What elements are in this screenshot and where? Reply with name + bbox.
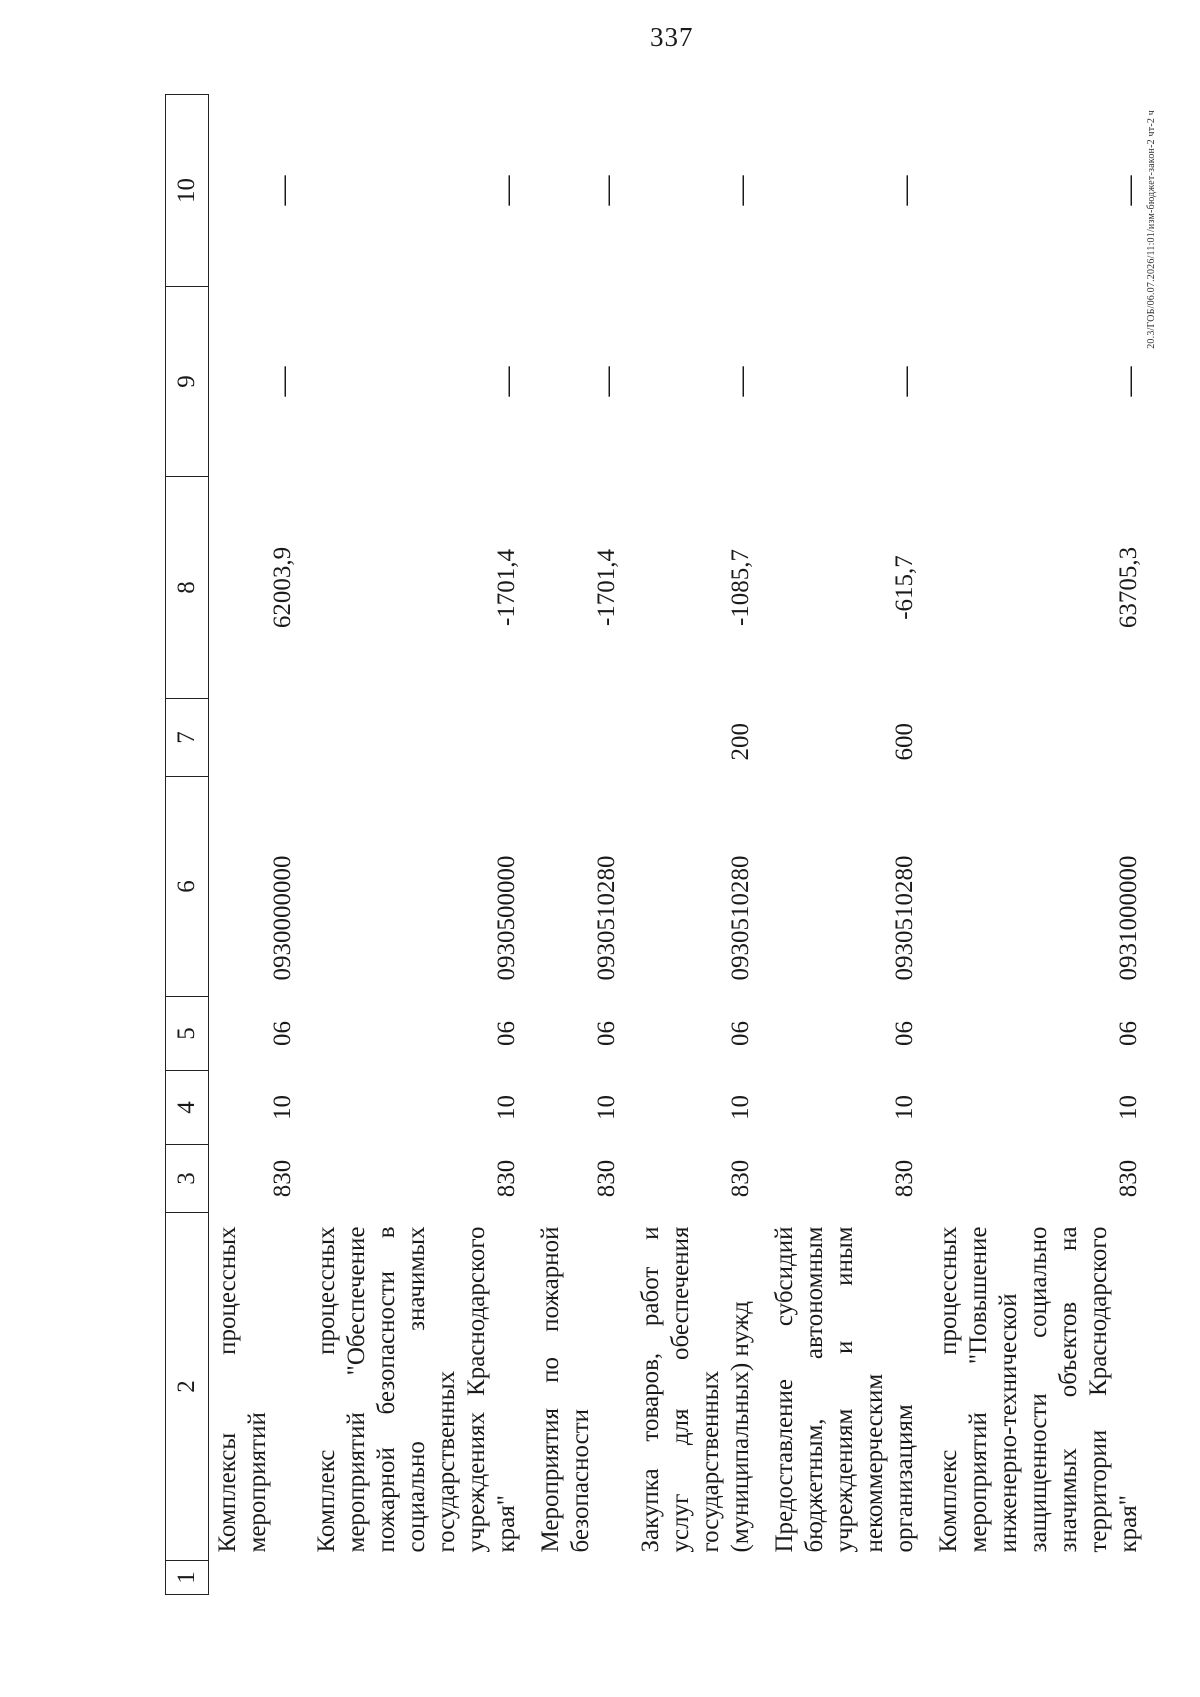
code-cell-6: 0930510280	[726, 855, 754, 981]
column-header: 10	[166, 95, 209, 287]
code-cell-6: 0930000000	[268, 855, 296, 981]
column-header: 1	[166, 1561, 209, 1595]
dash-cell-9: —	[589, 366, 623, 397]
table-row	[632, 95, 766, 1595]
amount-cell: -1701,4	[492, 548, 520, 627]
amount-cell: -1701,4	[592, 548, 620, 627]
item-name: Комплексы процессных мероприятий	[214, 1226, 271, 1553]
code-cell-5: 06	[726, 1021, 754, 1046]
code-cell-3: 830	[890, 1159, 918, 1198]
code-cell-6: 0930510280	[890, 855, 918, 981]
dash-cell-9: —	[723, 366, 757, 397]
table-row	[930, 95, 1154, 1595]
code-cell-4: 10	[726, 1095, 754, 1120]
code-cell-4: 10	[1114, 1095, 1142, 1120]
item-name: Предоставление субсидий бюджетным, автономным учреждениям и иным некоммерческим организациям	[770, 1226, 918, 1553]
column-header: 4	[166, 1071, 209, 1145]
code-cell-3: 830	[268, 1159, 296, 1198]
table-row	[209, 95, 308, 1595]
code-cell-1	[766, 1561, 930, 1595]
amount-cell: -615,7	[890, 555, 918, 620]
amount-cell: -1085,7	[726, 548, 754, 627]
budget-table	[165, 94, 1154, 1595]
code-cell-5: 06	[592, 1021, 620, 1046]
table-row	[532, 95, 632, 1595]
dash-cell-9: —	[489, 366, 523, 397]
column-header: 9	[166, 287, 209, 477]
code-cell-5: 06	[268, 1021, 296, 1046]
table-row	[766, 95, 930, 1595]
code-cell-4: 10	[890, 1095, 918, 1120]
column-header: 5	[166, 997, 209, 1071]
code-cell-3: 830	[592, 1159, 620, 1198]
column-header: 3	[166, 1145, 209, 1213]
code-cell-7: 200	[726, 723, 754, 761]
page-number: 337	[650, 22, 694, 52]
code-cell-3: 830	[726, 1159, 754, 1198]
column-header: 6	[166, 777, 209, 997]
dash-cell-10: —	[887, 175, 921, 206]
dash-cell-10: —	[489, 175, 523, 206]
dash-cell-9: —	[887, 366, 921, 397]
dash-cell-9: —	[265, 366, 299, 397]
item-name: Закупка товаров, работ и услуг для обеспечения государственных (муниципальных) нужд	[636, 1226, 754, 1553]
table-header-row	[166, 95, 209, 1595]
code-cell-5: 06	[1114, 1021, 1142, 1046]
code-cell-7: 600	[890, 723, 918, 761]
code-cell-7	[209, 699, 308, 777]
column-header: 7	[166, 699, 209, 777]
code-cell-6: 0930510280	[592, 855, 620, 981]
code-cell-3: 830	[1114, 1159, 1142, 1198]
dash-cell-9: —	[1111, 366, 1145, 397]
rotated-page-content	[165, 95, 1145, 1595]
code-cell-7	[308, 699, 532, 777]
column-header: 2	[166, 1213, 209, 1561]
dash-cell-10: —	[265, 175, 299, 206]
dash-cell-10: —	[589, 175, 623, 206]
dash-cell-10: —	[1111, 175, 1145, 206]
code-cell-7	[532, 699, 632, 777]
code-cell-1	[209, 1561, 308, 1595]
code-cell-4: 10	[492, 1095, 520, 1120]
document-footer-code: 20.3/ГОБ/06.07.2026/11:01/изм-бюджет-закон-2 чт-2 ч	[1146, 110, 1157, 349]
amount-cell: 62003,9	[268, 546, 296, 629]
item-name: Комплекс процессных мероприятий "Обеспечение пожарной безопасности в социально значимых государственных учреждениях Краснодарского края"	[312, 1226, 520, 1553]
code-cell-1	[308, 1561, 532, 1595]
code-cell-1	[930, 1561, 1154, 1595]
amount-cell: 63705,3	[1114, 546, 1142, 629]
code-cell-3: 830	[492, 1159, 520, 1198]
item-name: Мероприятия по пожарной безопасности	[536, 1226, 594, 1553]
code-cell-4: 10	[592, 1095, 620, 1120]
code-cell-4: 10	[268, 1095, 296, 1120]
code-cell-7	[930, 699, 1154, 777]
dash-cell-10: —	[723, 175, 757, 206]
code-cell-6: 0931000000	[1114, 855, 1142, 981]
code-cell-5: 06	[492, 1021, 520, 1046]
code-cell-1	[532, 1561, 632, 1595]
code-cell-6: 0930500000	[492, 855, 520, 981]
column-header: 8	[166, 477, 209, 699]
code-cell-5: 06	[890, 1021, 918, 1046]
item-name: Комплекс процессных мероприятий "Повышение инженерно-технической защищенности социально значимых объектов на территории Краснодарского края"	[934, 1226, 1142, 1553]
code-cell-1	[632, 1561, 766, 1595]
table-row	[308, 95, 532, 1595]
